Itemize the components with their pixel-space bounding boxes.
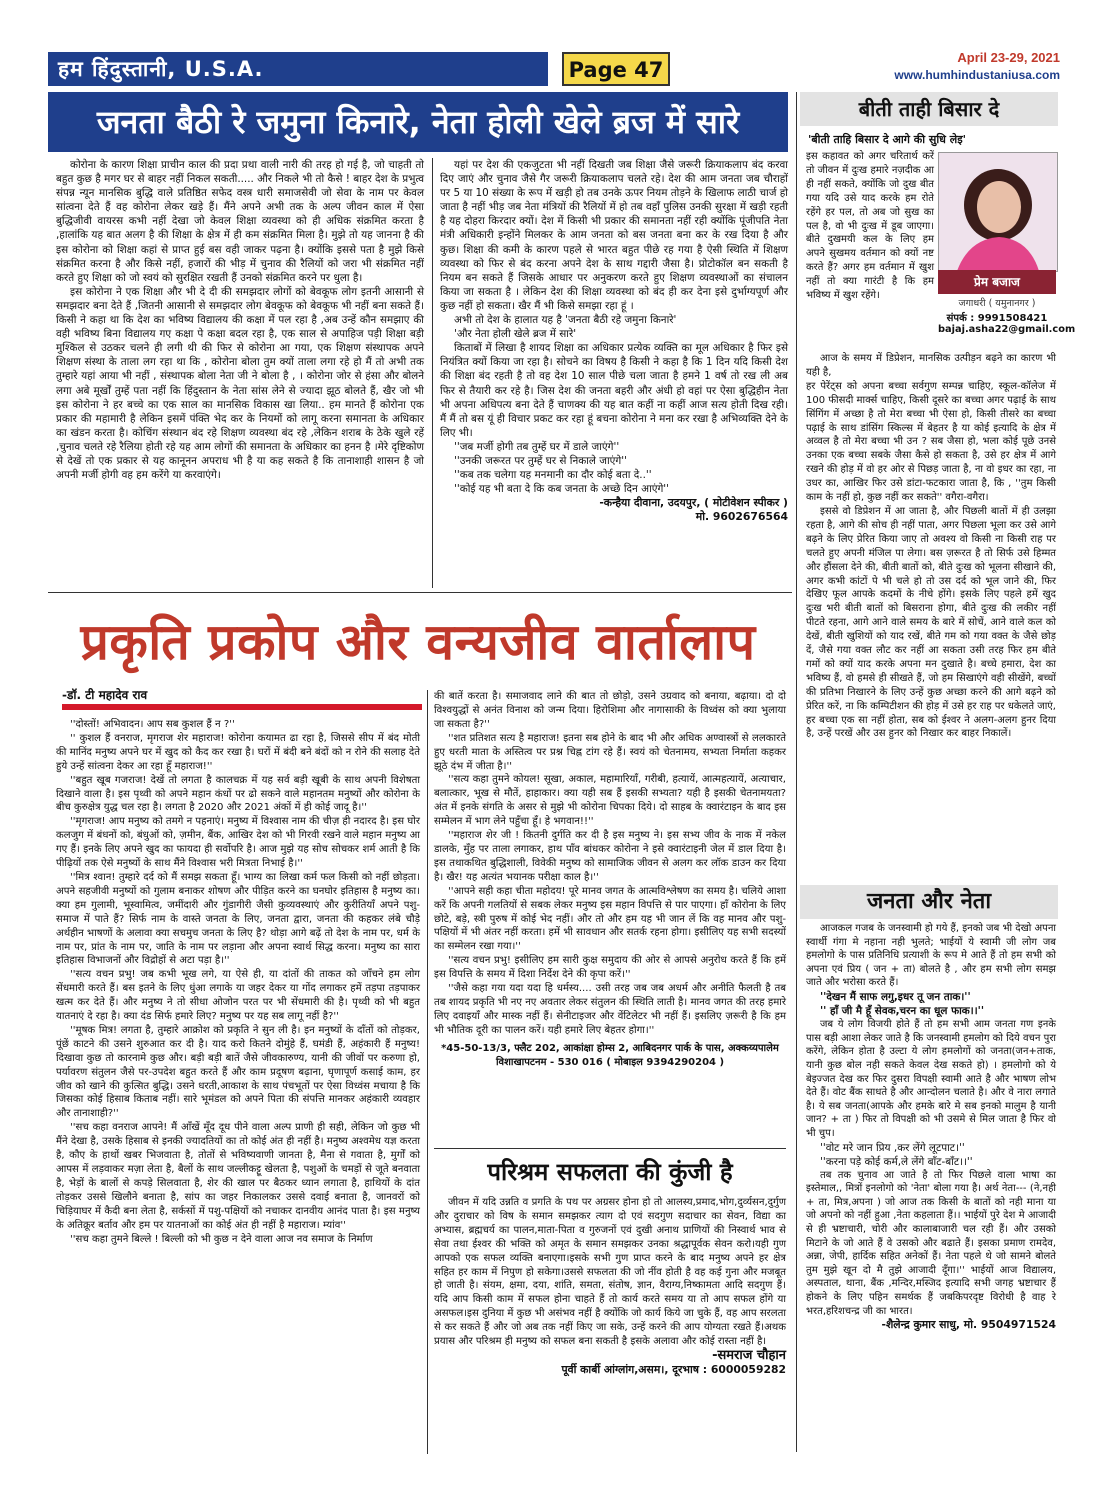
author-underline bbox=[62, 704, 422, 710]
article2-col1 bbox=[56, 718, 420, 1246]
article1-signature: -कन्हैया दीवाना, उदयपुर, ( मोटीवेशन स्पीकर ) bbox=[599, 496, 788, 510]
author-email[interactable]: bajaj.asha22@gmail.com bbox=[938, 324, 1076, 335]
paragraph: ''मित्र श्वान! तुम्हारे दर्द को मैं समझ सकता हूँ। भाग्य का लिखा कर्म फल किसी को नहीं छोड़ता। अपने सहजीवी मनुष्यों को गुलाम बनाकर शोषण और पीड़ित करने का घनघोर इतिहास है मनुष्य का। क्या हम गुलामी, भूस्वामित्व, जमींदारी और गुंडागीरी जैसी कुव्यवस्थाएं और कुरीतियाँ अपने पशु-समाज में पाते हैं? सिर्फ नाम के वास्ते जनता के लिए, जनता द्वारा, जनता की कहकर लंबे चौड़े अर्थहीन भाषणों के अलावा क्या सचमुच जनता के लिए है? थोड़ा आगे बढ़ें तो देश के नाम पर, धर्म के नाम पर, प्रांत के नाम पर, जाति के नाम पर लड़ाना और अपना स्वार्थ सिद्ध करना। मनुष्य का सारा इतिहास विभाजनों और विद्रोहों से अटा पड़ा है।'' bbox=[56, 871, 420, 967]
article1-title: जनता बैठी रे जमुना किनारे, नेता होली खेले ब्रज में सारे bbox=[48, 92, 788, 152]
poem-line: ''उनकी जरूरत पर तुम्हें घर से निकाले जाएंगे'' bbox=[454, 454, 627, 467]
website-link[interactable]: www.humhindustaniusa.com bbox=[894, 68, 1060, 82]
paragraph: ''मृगराज! आप मनुष्य को तमगे न पहनाएं। मनुष्य में विश्वास नाम की चीज़ ही नदारद है। इस घोर कलजुग में बंधनों को, बंधुओं को, ज़मीन, बैंक, आखिर देश को भी गिरवी रखने वाले महान मनुष्य आ गए हैं। इनके लिए अपने खुद का फायदा ही सर्वोपरि है। आज मुझे यह सोच सोचकर शर्म आती है कि पीढ़ियों तक ऐसे मनुष्यों के साथ मैंने विश्वास भरी मित्रता निभाई है।'' bbox=[56, 816, 420, 870]
newspaper-logo: हम हिंदुस्तानी, U.S.A. bbox=[48, 52, 548, 86]
paragraph: ''बहुत खूब गजराज! देखें तो लगता है कालचक्र में यह सर्व बड़ी खूबी के साथ अपनी विशेषता दिखाने वाला है। इस पृथ्वी को अपने महान कंधों पर ढो सकने वाले महानतम मनुष्यों और कोरोना के बीच कुरुक्षेत्र युद्ध चल रहा है। लगता है 2020 और 2021 अंकों में ही कोई जादू है।'' bbox=[56, 774, 420, 814]
author-photo bbox=[938, 152, 1058, 272]
paragraph: कोरोना के कारण शिक्षा प्राचीन काल की प्रदा प्रथा वाली नारी की तरह हो गई है, जो चाहती तो बहुत कुछ है मगर घर से बाहर नहीं निकल सकती..... और निकले भी तो कैसे ! बाहर देश के प्रभुत्व संपन्न न्यून मानसिक बुद्धि वाले प्रतिष्ठित सफेद वस्त्र धारी समाजसेवी जो सेवा के नाम पर केवल सांत्वना देते हैं वह कोरोना लेकर खड़े हैं। मैंने अपने अभी तक के अल्प जीवन काल में ऐसा बुद्धिजीवी वायरस कभी नहीं देखा जो केवल शिक्षा व्यवस्था को ही अधिक संक्रमित करता है ,हालांकि यह बात अलग है की शिक्षा के क्षेत्र में ही कम संक्रमित मिला है। मुझे तो यह जानना है की इस कोरोना को शिक्षा कहां से प्राप्त हुई बस वही जाकर पढ़ना है। क्योंकि इससे पता है मुझे किसे संक्रमित करना है और किसे नहीं, हजारों की भीड़ में चुनाव की रैलियों को जरा भी संक्रमित नहीं करते हुए शिक्षा को जो स्वयं को सुरक्षित रखती हैं उनको संक्रमित करने पर धुला है। bbox=[56, 159, 425, 284]
paragraph: इस कोरोना ने एक शिक्षा और भी दे दी की समझदार लोगों को बेवकूफ लोग इतनी आसानी से समझदार बना देते हैं ,जितनी आसानी से समझदार लोग बेवकूफ को बेवकूफ भी नहीं बना सकते हैं। किसी ने कहा था कि देश का भविष्य विद्यालय की कक्षा में पल रहा है ,अब उन्हें कौन समझाए की वही भविष्य बिना विद्यालय गए कक्षा पे कक्षा बदल रहा है, एक साल से अपाहिज पड़ी शिक्षा बड़ी मुश्किल से उठकर चलने ही लगी थी की फिर से कोरोना आ गया, एक शिक्षण संस्थापक अपने शिक्षण संस्था के ताला लग रहा था कि , कोरोना बोला तुम क्यों ताला लगा रहे हो मैं तो अभी तक तुम्हारे यहां आया भी नहीं , संस्थापक बोला नेता जी ने बोला है , । कोरोना जोर से हंसा और बोलने लगा अबे मूर्खों तुम्हें पता नहीं कि हिंदुस्तान के नेता सांस लेने से ज्यादा झूठ बोलते हैं, खैर जो भी इस कोरोना ने हर बच्चे का एक साल का मानसिक विकास खा लिया.. हम मानते हैं कोरोना एक प्रकार की महामारी है लेकिन इसमें पंक्ति भेद कर के नियमों को लागू करना समानता के अधिकार का खंडन करता है। कोचिंग संस्थान बंद रहे शिक्षण व्यवस्था बंद रहे ,लेकिन शराब के ठेके खुले रहें ,चुनाव चलते रहे रैलिया होती रहे यह आम लोगों की समानता के अधिकार का हनन है ।मेरे दृष्टिकोण से देखें तो एक प्रकार से यह कानूनन अपराध भी है या कह सकते है कि तानाशाही शासन है जो अपनी मर्जी होगी वह हम करेंगे या करवाएंगे। bbox=[56, 285, 424, 482]
paragraph: '' कुशल हैं वनराज, मृगराज शेर महाराज! कोरोना कयामत ढा रहा है, जिससे सीप में बंद मोती की मानिंद मनुष्य अपने घर में खुद को कैद कर रखा है। घरों में बंदी बने बंदों को न रोने की सलाह देते हुये उन्हें सांत्वना देकर आ रहा हूँ महाराज!'' bbox=[56, 732, 420, 772]
paragraph: ''सत्य वचन प्रभु! इसीलिए हम सारी कुक्ष समुदाय की ओर से आपसे अनुरोध करते हैं कि हमें इस विपत्ति के समय में दिशा निर्देश देने की कृपा करें।'' bbox=[434, 955, 786, 981]
paragraph: किताबों में लिखा है शायद शिक्षा का अधिकार प्रत्येक व्यक्ति का मूल अधिकार है फिर इसे नियंत्रित क्यों किया जा रहा है। सोचने का विषय है किसी ने कहा है कि 1 दिन यदि किसी देश की शिक्षा बंद रहती है तो वह देश 10 साल पीछे चला जाता है हमने 1 वर्ष तो रख ली अब फिर से तैयारी कर रहे है। जिस देश की जनता बहरी और अंधी हो वहां पर ऐसा बुद्धिहीन नेता भी अपना अधिपत्य बना देते हैं चाणक्य की यह बात कहीं ना कहीं आज सत्य होती दिख रही। मैं मैं तो बस यूं ही विचार प्रकट कर रहा हूं बचना कोरोना ने मना कर रखा है अभिव्यक्ति देने के लिए भी। bbox=[440, 342, 788, 439]
author-contact: संपर्क : 9991508421 bbox=[946, 313, 1048, 324]
article3-address: पूर्वी कार्बी आंग्लांग,असम।, दूरभाष : 6000059282 bbox=[561, 1362, 786, 1376]
sidebar-intro2: आज के समय में डिप्रेशन, मानसिक उत्पीड़न बढ़ने का कारण भी यही है, हर पेरेंट्स को अपना बच्चा सर्वगुण सम्पन्न चाहिए, स्कूल-कॉलेज में 100 फीसदी मार्क्स चाहिए, किसी दूसरे का बच्चा अगर पढ़ाई के साथ सिंगिंग में अच्छा है तो मेरा बच्चा भी ऐसा हो, किसी तीसरे का बच्चा पढ़ाई के साथ डांसिंग स्किल्स में बेहतर है या कोई इत्यादि के क्षेत्र में अव्वल है तो मेरा बच्चा भी उन ? सब जैसा हो, भला कोई पूछे उनसे उनका एक बच्चा सबके जैसा कैसे हो सकता है, उसे हर क्षेत्र में आगे रखने की होड़ में वो हर ओर से पिछड़ जाता है, ना वो इधर का रहा, ना उधर का, आखिर फिर उसे डांटा-फटकारा जाता है, कि , ''तुम किसी काम के नहीं हो, कुछ नहीं कर सकते'' वगैरा-वगैरा। इससे वो डिप्रेशन में आ जाता है, और पिछली बातों में ही उलझा रहता है, आगे की सोच ही नहीं पाता, अगर पिछला भूला कर उसे आगे बढ़ने के लिए प्रेरित किया जाए तो अवश्य वो किसी ना किसी राह पर चलते हुए अपनी मंजिल पा लेगा। बस ज़रूरत है तो सिर्फ उसे हिम्मत और हौंसला देने की, बीती बातों को, बीते दुःख को भूलना सीखाने की, अगर कभी कांटों पे भी चले हो तो उस दर्द को भूल जाने की, फिर देखिए फूल आपके कदमों के नीचे होंगे। इसके लिए पहले हमें खुद दुःख भरी बीती बातों को बिसराना होगा, बीते दुःख की लकीर नहीं पीटते रहना, आगे आने वाले समय के बारे में सोचें, आने वाले कल को देखें, बीती खुशियों को याद रखें, बीते गम को गया वक्त के जैसे छोड़ दें, जैसे गया वक्त लौट कर नहीं आ सकता उसी तरह फिर हम बीते गमों को क्यों याद करके अपना मन दुखाते है। बच्चे हमारा, देश का भविष्य हैं, वो हमसे ही सीखते हैं, जो हम सिखाएंगे वही सीखेंगे, बच्चों की प्रतिभा निखारने के लिए उन्हें कुछ अच्छा करने की आगे बढ़ने को प्रेरित करें, ना कि कम्पिटीशन की होड़ में उसे हर राह पर धकेलते जाएं, हर बच्चा एक सा नहीं होता, सब को ईश्वर ने अलग-अलग हुनर दिया है, उन्हें परखें और उस हुनर को निखार कर बाहर निकालें। bbox=[806, 353, 1056, 740]
article1-col1 bbox=[56, 158, 424, 482]
paragraph: अभी तो देश के हालात यह है 'जनता बैठी रहे जमुना किनारे' bbox=[454, 314, 677, 327]
section-divider bbox=[48, 592, 792, 593]
paragraph: 'और नेता होली खेले ब्रज में सारे' bbox=[454, 328, 577, 341]
paragraph: की बातें करता है। समाजवाद लाने की बात तो छोड़ो, उसने उग्रवाद को बनाया, बढ़ाया। दो दो विश्वयुद्धों से अनंत विनाश को जन्म दिया। हिरोशिमा और नागासाकी के विध्वंस को क्या भुलाया जा सकता है?'' bbox=[434, 691, 786, 730]
paragraph: ''दोस्तों! अभिवादन। आप सब कुशल हैं न ?'' bbox=[70, 719, 235, 730]
article3-title: परिश्रम सफलता की कुंजी है bbox=[487, 1157, 733, 1186]
paragraph: ''सच कहा वनराज आपने! मैं आँखें मूँद दूध पीने वाला अल्प प्राणी ही सही, लेकिन जो कुछ भी मैंने देखा है, उसके हिसाब से इनकी ज्यादतियों का तो कोई अंत ही नहीं है। मनुष्य अश्वमेध यज्ञ करता है, कौए के हाथों खबर भिजवाता है, तोतों से भविष्यवाणी जानता है, मैना से गवाता है, मुर्गों को आपस में लड़वाकर मज़ा लेता है, बैलों के साथ जल्लीकट्टू खेलता है, पशुओं के चमड़ों से जूते बनवाता है, भेड़ों के बालों से कपड़े सिलवाता है, शेर की खाल पर बैठकर ध्यान लगाता है, हाथियों के दांत तोड़कर उससे खिलौने बनाता है, सांप का जहर निकालकर उससे दवाई बनाता है, जानवरों को चिड़ियाघर में कैदी बना लेता है, सर्कसों में पशु-पक्षियों को नचाकर दानवीय आनंद पाता है। इस मनुष्य के अतिक्रूर बर्ताव और हम पर यातनाओं का कोई अंत ही नहीं है महाराज। म्यांव'' bbox=[56, 1122, 420, 1231]
article4-body: आजकल गजब के जनस्वामी हो गये हैं, इनको जब भी देखो अपना स्वार्थी गंगा मे नहाना नही भुलते; भाईयों ये स्वामी जी लोग जब हमलोगो के पास प्रतिनिधि प्रत्याशी के रूप मे आते हैं तो हम सभी को अपना एवं प्रिय ( जन + ता) बोलते है , और हम सभी लोग समझ जाते और भरोसा करते हैं। ''देखन मैं साफ लगु,इधर तू जन ताक।'' '' हाँ जी मै हूँ सेवक,चरन का धूल फाक।।'' जब ये लोग विजयी होते हैं तो हम सभी आम जनता गण इनके पास बड़ी आशा लेकर जाते है कि जनस्वामी हमलोग को दिये वचन पुरा करेंगे, लेकिन होता है उल्टा ये लोग हमलोगों को जनता(जन+ताक, यानी कुछ बोल नही सकते केवल देख सकते हो) । हमलोगो को ये बेइज्जत देख कर फिर दुसरा विपक्षी स्वामी आते है और भाषण लोभ देते हैं। वोट बैंक साधते है और आन्दोलन चलाते है। और वे नारा लगाते है। ये सब जनता(आपके और हमके बारे मे सब इनको मालुम है यानी जान? + ता ) फिर तो विपक्षी को भी उसमे से मिल जाता है फिर वो भी चुप। ''वोट मरे जान प्रिय ,कर लेंगे लूटपाट।'' ''करना पड़े कोई कर्म,ले लेंगे बाँट-बाँट।।'' तब तक चुनाव आ जाते है तो फिर पिछले वाला भाषा का इस्तेमाल,, मित्रों इनलोगो को 'नेता' बोला गया है। अर्थ नेता--- (ने,नही + ता, मित्र,अपना ) जो आज तक किसी के बातों को नही माना या जो अपनो को नहीं हुआ ,नेता कहलाता हैं।। भाईयों पुरे देश मे आजादी से ही भ्रष्टाचारी, चोरी और कालाबाजारी चल रही हैं। और उसको मिटाने के जो आते हैं वे उसको और बढाते हैं। इसका प्रमाण रामदेव, अन्ना, जेपी, हार्दिक सहित अनेकों हैं। नेता पहले थे जो सामने बोलते तुम मुझे खून दो मै तुझे आजादी दूँगा।'' भाईयों आज विद्यालय, अस्पताल, थाना, बैंक ,मन्दिर,मस्जिद इत्यादि सभी जगह भ्रष्टाचार हैं होकने के लिए पहिन समर्थक हैं जबकिपरदृष्ट विरोधी है वाह रे भरत,हरिशचन्द्र जी का भारत। -शैलेन्द्र कुमार साधु, मो. 9504971524 bbox=[806, 923, 1056, 1332]
author-name: प्रेम बजाज bbox=[938, 270, 1056, 294]
article3-body: जीवन में यदि उन्नति व प्रगति के पथ पर अग्रसर होना हो तो आलस्य,प्रमाद,भोग,दुर्व्यसन,दुर्गुण और दुराचार को विष के समान समझकर त्याग दो एवं सदगुण सदाचार का सेवन, विद्या का अभ्यास, ब्रह्मचर्य का पालन,माता-पिता व गुरुजनों एवं दुखी अनाथ प्राणियों की निस्वार्थ भाव से सेवा तथा ईश्वर की भक्ति को अमृत के समान समझकर उनका श्रद्धापूर्वक सेवन करो।यही गुण आपको एक सफल व्यक्ति बनाएगा।इसके सभी गुण प्राप्त करने के बाद मनुष्य अपने हर क्षेत्र सहित हर काम में निपुण हो सकेगा।उससे सफलता की जो नींव होती है वह कई गुना और मजबूत हो जाती है। संयम, क्षमा, दया, शांति, समता, संतोष, ज्ञान, वैराग्य,निष्कामता आदि सदगुण हैं। यदि आप किसी काम में सफल होना चाहते हैं तो कार्य करते समय या तो आप सफल होंगे या असफल।इस दुनिया में कुछ भी असंभव नहीं है क्योंकि जो कार्य किये जा चुके हैं, वह आप सरलता से कर सकते हैं और जो अब तक नहीं किए जा सके, उन्हें करने की आप योग्यता रखते हैं।अथक प्रयास और परिश्रम ही मनुष्य को सफल बना सकती है इसके अलावा और कोई रास्ता नहीं है। -समराज चौहान पूर्वी कार्बी आंग्लांग,असम।, दूरभाष : 6000059282 bbox=[434, 1197, 786, 1376]
paragraph: इससे वो डिप्रेशन में आ जाता है, और पिछली बातों में ही उलझा रहता है, आगे की सोच ही नहीं पाता, अगर पिछला भूला कर उसे आगे बढ़ने के लिए प्रेरित किया जाए तो अवश्य वो किसी ना किसी राह पर चलते हुए अपनी मंजिल पा लेगा। बस ज़रूरत है तो सिर्फ उसे हिम्मत और हौंसला देने की, बीती बातों को, बीते दुःख को भूलना सीखाने की, अगर कभी कांटों पे भी चले हो तो उस दर्द को भूल जाने की, फिर देखिए फूल आपके कदमों के नीचे होंगे। इसके लिए पहले हमें खुद दुःख भरी बीती बातों को बिसराना होगा, बीते दुःख की लकीर नहीं पीटते रहना, आगे आने वाले समय के बारे में सोचें, आने वाले कल को देखें, बीती खुशियों को याद रखें, बीते गम को गया वक्त के जैसे छोड़ दें, जैसे गया वक्त लौट कर नहीं आ सकता उसी तरह फिर हम बीते गमों को क्यों याद करके अपना मन दुखाते है। बच्चे हमारा, देश का भविष्य हैं, वो हमसे ही सीखते हैं, जो हम सिखाएंगे वही सीखेंगे, बच्चों की प्रतिभा निखारने के लिए उन्हें कुछ अच्छा करने की आगे बढ़ने को प्रेरित करें, ना कि कम्पिटीशन की होड़ में उसे हर राह पर धकेलते जाएं, हर बच्चा एक सा नहीं होता, सब को ईश्वर ने अलग-अलग हुनर दिया है, उन्हें परखें और उस हुनर को निखार कर बाहर निकालें। bbox=[806, 505, 1056, 740]
paragraph: ''महाराज शेर जी ! कितनी दुर्गति कर दी है इस मनुष्य ने। इस सभ्य जीव के नाक में नकेल डालके, मुँह पर ताला लगाकर, हाथ पाँव बांधकर कोरोना ने इसे क्वारंटाइनी जेल में डाल दिया है। इस तथाकथित बुद्धिशाली, विवेकी मनुष्य को सामाजिक जीवन से अलग कर लॉक डाउन कर दिया है। खैर! यह अत्यंत भयानक परीक्षा काल है।'' bbox=[434, 830, 786, 883]
paragraph: ''सच कहा तुमने बिल्ले ! बिल्ली को भी कुछ न देने वाला आज नव समाज के निर्माण bbox=[70, 1233, 373, 1245]
author-portrait-icon bbox=[939, 153, 1057, 271]
paragraph: ''सत्य कहा तुमने कोयल! सूखा, अकाल, महामारियाँ, गरीबी, हत्यायें, आत्महत्यायें, अत्याचार, बलात्कार, भूख से मौतें, हाहाकार। क्या यही सब हैं इसकी सभ्यता? यही है इसकी चेतनामयता? अंत में इनके संगति के असर से मुझे भी कोरोना चिपका दिये। दो साहब के क्वारंटाइन के बाद इस सम्मेलन में भाग लेने पहुँचा हूँ। हे भगवान!!'' bbox=[434, 774, 786, 828]
article2-col2 bbox=[434, 690, 786, 1069]
poem-line: ''जब मर्जी होगी तब तुम्हें घर में डाले जाएंगे'' bbox=[454, 440, 620, 453]
paragraph: ''सत्य वचन प्रभु! जब कभी भूख लगे, या ऐसे ही, या दांतों की ताकत को जाँचने हम लोग सेंधमारी करते हैं। बस इतने के लिए धुंआ लगाके या जहर देकर या गोंद लगाकर हमें तड़पा तड़पाकर खत्म कर देते हैं। और मनुष्य ने तो सीधा ओजोन परत पर भी सेंधमारी की है। पृथ्वी को भी बहुत यातनाएं दे रहा है। क्या दंड सिर्फ हमारे लिए? मनुष्य पर यह सब लागू नहीं है?'' bbox=[56, 969, 420, 1023]
article4-author: -शैलेन्द्र कुमार साधु, मो. 9504971524 bbox=[881, 1318, 1056, 1332]
paragraph: हर पेरेंट्स को अपना बच्चा सर्वगुण सम्पन्न चाहिए, स्कूल-कॉलेज में 100 फीसदी मार्क्स चाहिए, किसी दूसरे का बच्चा अगर पढ़ाई के साथ सिंगिंग में अच्छा है तो मेरा बच्चा भी ऐसा हो, किसी तीसरे का बच्चा पढ़ाई के साथ डांसिंग स्किल्स में बेहतर है या कोई इत्यादि के क्षेत्र में अव्वल है तो मेरा बच्चा भी उन ? सब जैसा हो, भला कोई पूछे उनसे उनका एक बच्चा सबके जैसा कैसे हो सकता है, उसे हर क्षेत्र में आगे रखने की होड़ में वो हर ओर से पिछड़ जाता है, ना वो इधर का रहा, ना उधर का, आखिर फिर उसे डांटा-फटकारा जाता है, कि , ''तुम किसी काम के नहीं हो, कुछ नहीं कर सकते'' वगैरा-वगैरा। bbox=[806, 380, 1056, 504]
page-number: Page 47 bbox=[562, 52, 670, 86]
paragraph: ''शत प्रतिशत सत्य है महाराज! इतना सब होने के बाद भी और अधिक अण्वास्त्रों से ललकारते हुए धरती माता के अस्तित्व पर प्रश्न चिह्न टांग रहे हैं। स्वयं को चेतनामय, सभ्यता निर्माता कहकर झूठे दंभ में जीता है।'' bbox=[434, 732, 786, 772]
sidebar-intro: इस कहावत को अगर चरितार्थ करें तो जीवन में दुःख हमारे नज़दीक आ ही नहीं सकते, क्योंकि जो दुख बीत गया यदि उसे याद करके हम रोते रहेंगे हर पल, तो अब जो सुख का पल है, वो भी दुःख में डूब जाएगा। बीते दुखमयी कल के लिए हम अपने सुखमय वर्तमान को क्यों नष्ट करते हैं? अगर हम वर्तमान में खुश नहीं तो क्या गारंटी है कि हम भविष्य में खुश रहेंगे। bbox=[806, 151, 934, 302]
paragraph: ''मूषक मित्र! लगता है, तुम्हारे आक्रोश को प्रकृति ने सुन ली है। इन मनुष्यों के दाँतों को तोड़कर, पूंछें काटने की उसने शुरुआत कर दी है। याद करो कितने दोमुंहे हैं, घमंडी हैं, अहंकारी हैं मनुष्य! दिखावा कुछ तो कारनामे कुछ और। बड़ी बड़ी बातें जैसे जीवकारुण्य, यानी की जीवों पर करुणा हो, पर्यावरण संतुलन जैसे पर-उपदेश बहुत करते हैं और काम प्रदूषण बढ़ाना, घृणापूर्ण कसाई काम, हर जीव को खाने की कुत्सित बुद्धि। उसने धरती,आकाश के साथ पंचभूतों पर ऐसा विध्वंस मचाया है कि जिसका कोई हिसाब किताब नहीं। सारे भूमंडल को अपने पिता की संपत्ति मानकर अहंकारी व्यवहार और तानाशाही?'' bbox=[56, 1024, 420, 1120]
paragraph: ''आपने सही कहा चीता महोदय! पूरे मानव जगत के आत्मविश्लेषण का समय है। चलिये आशा करें कि अपनी गलतियों से सबक लेकर मनुष्य इस महान विपत्ति से पार पाएगा। हाँ कोरोना के लिए छोटे, बड़े, स्त्री पुरुष में कोई भेद नहीं। और तो और हम यह भी जान लें कि वह मानव और पशु-पक्षियों में भी अंतर नहीं करता। हमें भी सावधान और सतर्क रहना होगा। इसीलिए यह सभी सदस्यों का सम्मेलन रखा गया।'' bbox=[434, 885, 786, 953]
article1-col2 bbox=[440, 158, 788, 524]
poem-line: ''कोई यह भी बता दे कि कब जनता के अच्छे दिन आएंगे'' bbox=[454, 483, 670, 496]
paragraph: यहां पर देश की एकजुटता भी नहीं दिखती जब शिक्षा जैसे जरूरी क्रियाकलाप बंद करवा दिए जाएं और चुनाव जैसे गैर जरूरी क्रियाकलाप चलते रहे। देश की आम जनता जब चौराहों पर 5 या 10 संख्या के रूप में खड़ी हो तब उनके ऊपर नियम तोड़ने के खिलाफ लाठी चार्ज हो जाता है नहीं भीड़ जब नेता मंत्रियों की रैलियों में हो तब वहाँ पुलिस उनकी सुरक्षा में खड़ी रहती है यह दोहरा किरदार क्यों। देश में किसी भी प्रकार की समानता नहीं रही क्योंकि पूंजीपति नेता मंत्री अधिकारी इन्होंने मिलकर के आम जनता को बस जनता बना कर के रख दिया है और कुछ। शिक्षा की कमी के कारण पहले से भारत बहुत पीछे रह गया है ऐसी स्थिति में शिक्षण व्यवस्था को फिर से बंद करना अपने देश के साथ गद्दारी जैसा है। प्रोटोकॉल बन सकती है नियम बन सकते हैं जिसके आधार पर अनुकरण करते हुए शिक्षण व्यवस्थाओं का संचालन किया जा सकता है । लेकिन देश की शिक्षा व्यवस्था को बंद ही कर देना इसे दुर्भाग्यपूर्ण और कुछ नहीं हो सकता। खैर मैं भी किसे समझा रहा हूं । bbox=[440, 159, 788, 312]
section-divider bbox=[434, 1148, 786, 1149]
article2-address: *45-50-13/3, फ्लैट 202, आकांक्षा होम्स 2, आबिदनगर पार्क के पास, अक्कय्यपालेम विशाखापटनम - 530 016 ( मोबाइल 9394290204 ) bbox=[441, 1042, 779, 1068]
issue-date: April 23-29, 2021 bbox=[957, 50, 1060, 65]
article2-author: -डॉ. टी महादेव राव bbox=[62, 688, 148, 702]
sidebar-subtitle: 'बीती ताहि बिसार दे आगे की सुधि लेइ' bbox=[808, 133, 966, 146]
column-divider bbox=[427, 690, 428, 1454]
author-place: जगाधरी ( यमुनानगर ) bbox=[958, 298, 1036, 309]
poem-line: ''कब तक चलेगा यह मनमानी का दौर कोई बता दे..'' bbox=[454, 469, 652, 482]
article2-title: प्रकृति प्रकोप और वन्यजीव वार्तालाप bbox=[80, 612, 756, 671]
article4-title: जनता और नेता bbox=[800, 885, 1058, 919]
article3-author: -समराज चौहान bbox=[712, 1347, 786, 1363]
sidebar-divider bbox=[796, 92, 797, 1452]
column-divider bbox=[432, 158, 433, 588]
paragraph: ''जैसे कहा गया यदा यदा हि धर्मस्य.... उसी तरह जब जब अधर्म और अनीति फैलती है तब तब शायद प्रकृति भी नए नए अवतार लेकर संतुलन की स्थिति लाती है। मानव जगत की तरह हमारे लिए दवाइयाँ और मास्क नहीं हैं। सेनीटाइजर और वेंटिलेटर भी नहीं हैं। इसलिए ज़रूरी है कि हम भी भौतिक दूरी का पालन करें। यही हमारे लिए बेहतर होगा।'' bbox=[434, 983, 786, 1036]
sidebar-title: बीती ताही बिसार दे bbox=[800, 92, 1058, 126]
article1-phone: मो. 9602676564 bbox=[695, 510, 788, 524]
